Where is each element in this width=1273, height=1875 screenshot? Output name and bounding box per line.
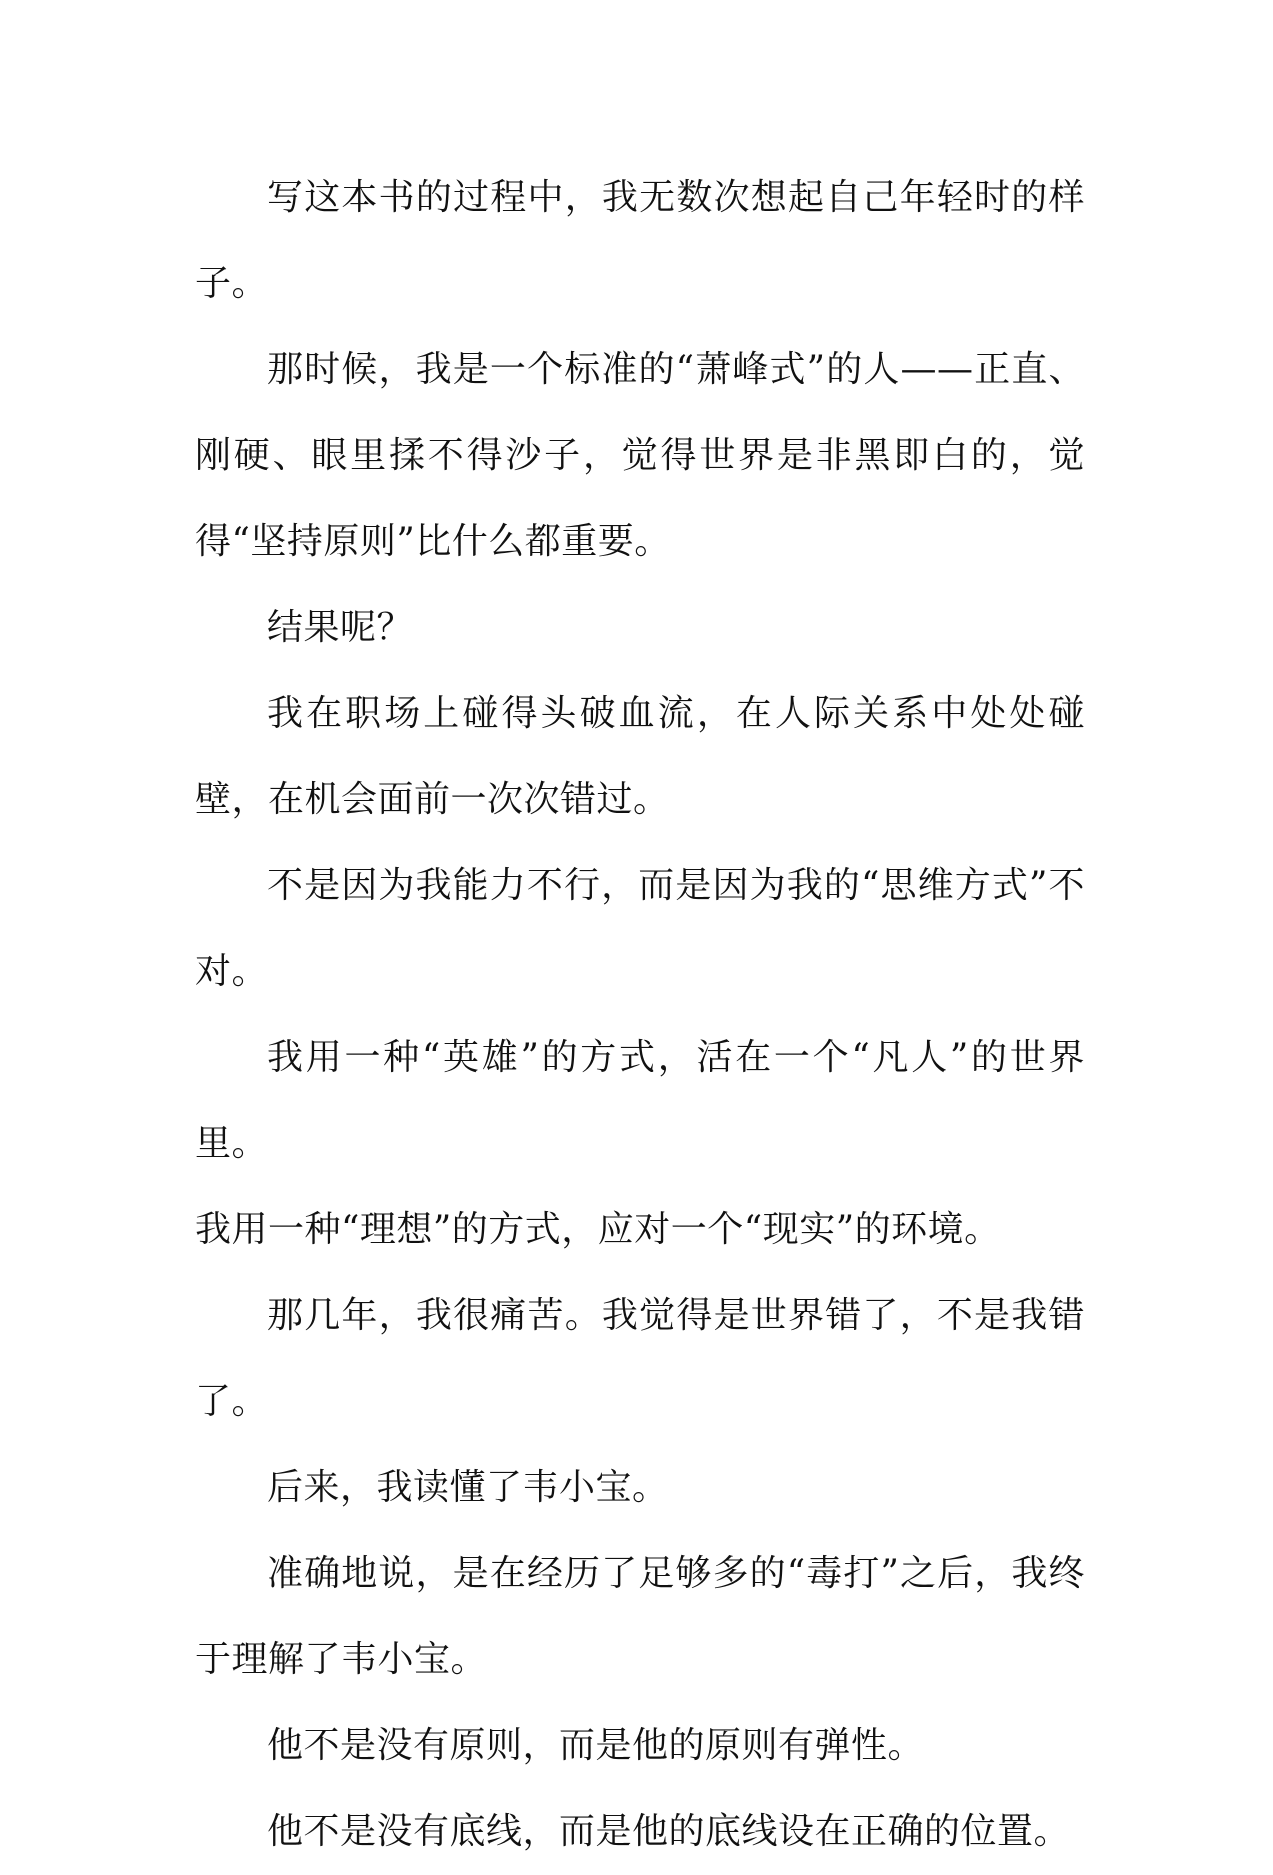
paragraph: 准确地说，是在经历了足够多的“毒打”之后，我终于理解了韦小宝。 [195, 1553, 1085, 1680]
paragraph: 后来，我读懂了韦小宝。 [267, 1467, 669, 1508]
paragraph: 那时候，我是一个标准的“萧峰式”的人——正直、刚硬、眼里揉不得沙子，觉得世界是非黑即白的，觉得“坚持原则”比什么都重要。 [195, 349, 1085, 562]
paragraph: 不是因为我能力不行，而是因为我的“思维方式”不对。 [195, 865, 1085, 992]
paragraph: 他不是没有原则，而是他的原则有弹性。 [267, 1725, 925, 1766]
paragraph: 结果呢？ [267, 607, 414, 648]
paragraph: 那几年，我很痛苦。我觉得是世界错了，不是我错了。 [195, 1295, 1085, 1422]
paragraph: 我在职场上碰得头破血流，在人际关系中处处碰壁，在机会面前一次次错过。 [195, 693, 1085, 820]
paragraph: 我用一种“英雄”的方式，活在一个“凡人”的世界里。 [195, 1037, 1085, 1164]
document-body [195, 155, 1085, 1875]
paragraph: 写这本书的过程中，我无数次想起自己年轻时的样子。 [195, 177, 1085, 304]
paragraph: 我用一种“理想”的方式，应对一个“现实”的环境。 [195, 1209, 1001, 1250]
paragraph: 他不是没有底线，而是他的底线设在正确的位置。 [267, 1811, 1071, 1852]
